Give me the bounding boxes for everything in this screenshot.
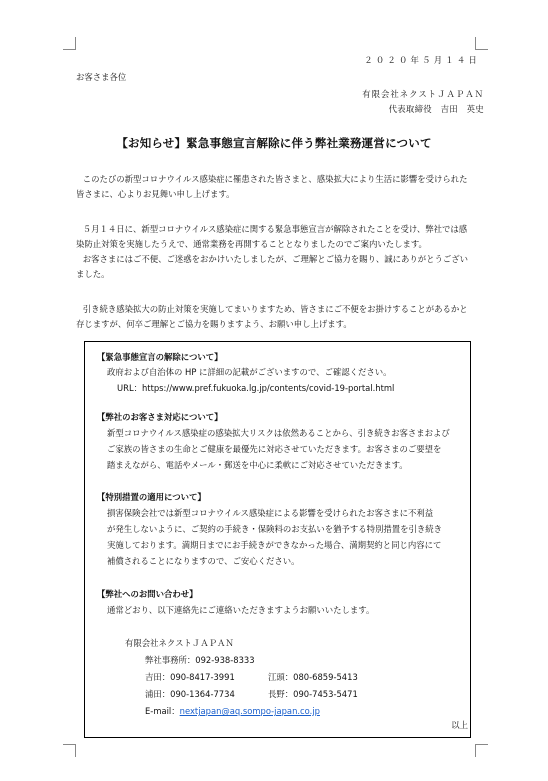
- section-heading-inquiries: 【弊社へのお問い合わせ】: [97, 589, 198, 599]
- document-date: ２０２０年５月１４日: [364, 55, 480, 65]
- crop-mark-bottom-right: [475, 744, 488, 757]
- crop-mark-top-right: [475, 37, 488, 50]
- contact-nagano-phone: 長野：090-7453-5471: [268, 689, 358, 699]
- email-link[interactable]: nextjapan@aq.sompo-japan.co.jp: [179, 706, 320, 716]
- section-text: 政府および自治体の HP に詳細の記載がございますので、ご確認ください。: [107, 367, 392, 377]
- crop-mark-bottom-left: [63, 744, 76, 757]
- contact-office-phone: 弊社事務所：092-938-8333: [145, 655, 255, 665]
- sender-company: 有限会社ネクストＪＡＰＡＮ: [362, 89, 484, 99]
- section-heading-customer-service: 【弊社のお客さま対応について】: [97, 412, 223, 422]
- contact-yoshida-phone: 吉田：090-8417-3991: [145, 672, 235, 682]
- email-label: E-mail：: [145, 706, 180, 716]
- section-text: 損害保険会社では新型コロナウイルス感染症による影響を受けられたお客さまに不利益: [107, 508, 434, 518]
- contact-urata-phone: 浦田：090-1364-7734: [145, 689, 235, 699]
- section-text: 新型コロナウイルス感染症の感染拡大リスクは依然あることから、引き続きお客さまおよび: [107, 428, 450, 438]
- paragraph-request: 引き続き感染拡大の防止対策を実施してまいりますため、皆さまにご不便をお掛けすることがあるかと存じますが、何卒ご理解とご協力を賜りますよう、お願い申し上げます。: [76, 304, 468, 329]
- section-heading-special-measures: 【特別措置の適用について】: [97, 492, 206, 502]
- contact-egashira-phone: 江頭：080-6859-5413: [268, 672, 358, 682]
- addressee: お客さま各位: [76, 72, 127, 82]
- section-text: 実施しております。満期日までにお手続きができなかった場合、満期契約と同じ内容にて: [107, 540, 442, 550]
- paragraph-thanks: お客さまにはご不便、ご迷惑をおかけいたしましたが、ご理解とご協力を賜り、誠にありがとうございました。: [76, 254, 468, 279]
- sender-representative: 代表取締役 吉田 英史: [388, 104, 484, 114]
- section-text: 通常どおり、以下連絡先にご連絡いただきますようお願いいたします。: [107, 605, 375, 615]
- section-text: が発生しないように、ご契約の手続き・保険料のお支払いを猶予する特別措置を引き続き: [107, 524, 442, 534]
- section-text: 補償されることになりますので、ご安心ください。: [107, 556, 300, 566]
- crop-mark-top-left: [63, 37, 76, 50]
- paragraph-resumption: ５月１４日に、新型コロナウイルス感染症に関する緊急事態宣言が解除されたことを受け、弊社では感染防止対策を実施したうえで、通常業務を再開することとなりましたのでご案内いたします。: [76, 224, 468, 249]
- portal-url: URL：https://www.pref.fukuoka.lg.jp/contents/covid-19-portal.html: [117, 383, 395, 393]
- section-heading-emergency: 【緊急事態宣言の解除について】: [97, 352, 223, 362]
- contact-company: 有限会社ネクストＪＡＰＡＮ: [125, 638, 234, 648]
- info-box: [84, 341, 471, 738]
- section-text: ご家族の皆さまの生命とご健康を最優先に対応させていただきます。お客さまのご要望を: [107, 444, 442, 454]
- closing-mark: 以上: [451, 720, 468, 730]
- contact-email-row: [145, 706, 320, 716]
- section-text: 踏まえながら、電話やメール・郵送を中心に柔軟にご対応させていただきます。: [107, 460, 408, 470]
- document-title: 【お知らせ】緊急事態宣言解除に伴う弊社業務運営について: [116, 136, 432, 150]
- paragraph-condolence: このたびの新型コロナウイルス感染症に罹患された皆さまと、感染拡大により生活に影響を受けられた皆さまに、心よりお見舞い申し上げます。: [76, 174, 468, 199]
